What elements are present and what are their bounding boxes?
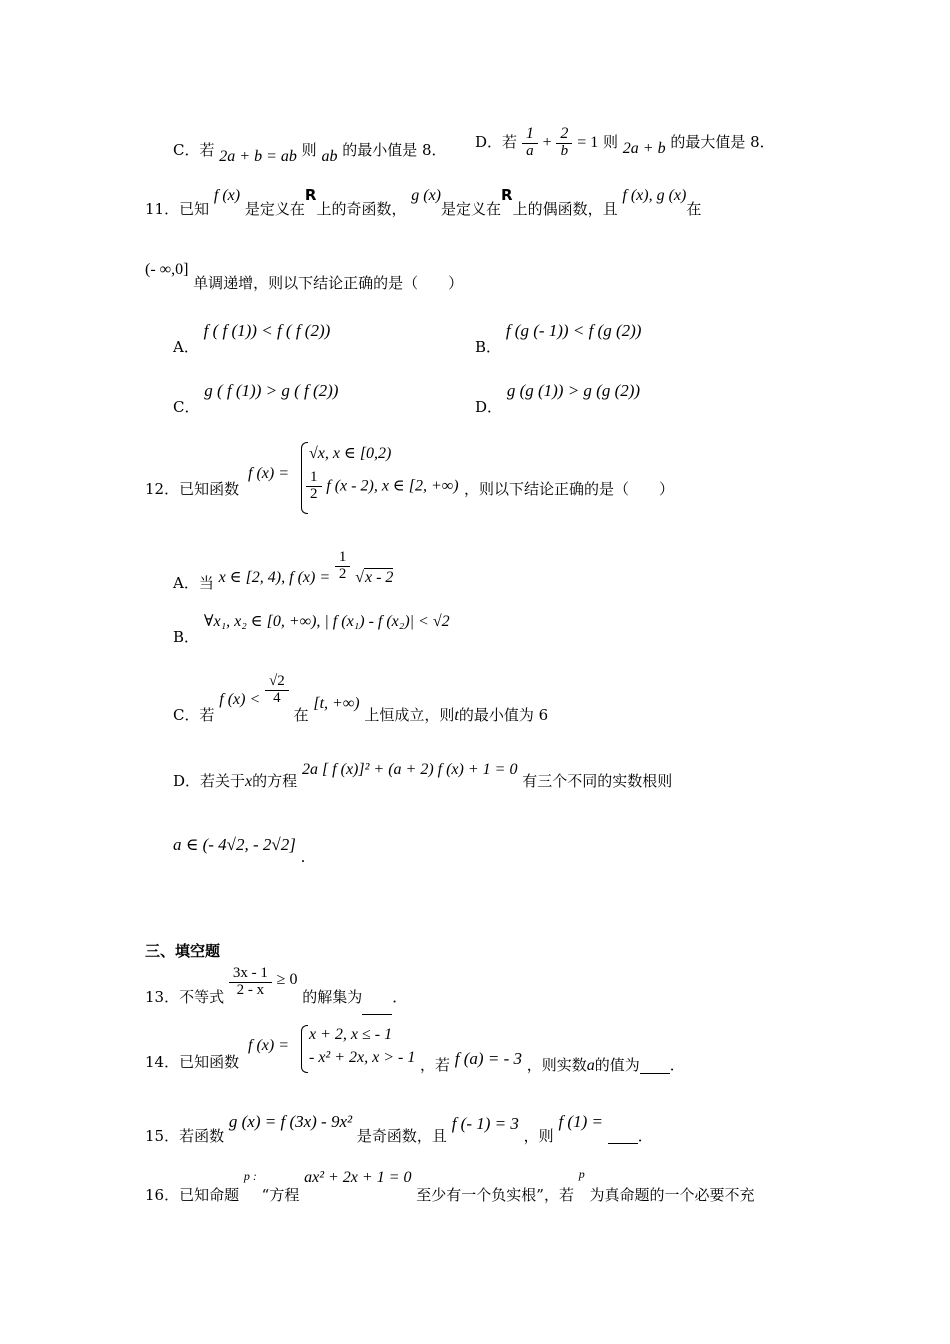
q15	[145, 1112, 653, 1145]
q11-option-d	[475, 381, 641, 416]
text: 是定义在	[244, 200, 305, 218]
math-variable: t	[454, 707, 459, 725]
question-number: 13．不等式	[145, 988, 225, 1007]
text: 有三个不同的实数根则	[522, 772, 673, 790]
fraction: $\frac{3x - 1}{2 - x}$	[231, 966, 270, 999]
math-expression: ab	[321, 148, 338, 165]
text: 的最大值是 8．	[670, 132, 775, 151]
question-number: 15．若函数	[145, 1127, 225, 1145]
math-expression: x ∈ [2, 4), f (x) =	[218, 569, 331, 587]
q14-tail	[420, 1049, 685, 1074]
q14-case1: x + 2, x ≤ - 1	[309, 1026, 393, 1043]
text: 则	[603, 132, 619, 151]
math-symbol: R	[304, 186, 317, 204]
math-expression: f (x)	[213, 187, 241, 204]
question-number: 12．已知函数	[145, 480, 240, 498]
math-variable: x	[245, 773, 253, 790]
math-expression: f ( f (1)) < f ( f (2))	[203, 321, 331, 340]
q12-option-c	[173, 673, 549, 725]
q11-option-c	[173, 381, 339, 416]
text: 为真命题的一个必要不充	[589, 1186, 755, 1204]
q12-case1: √x, x ∈ [0,2)	[309, 445, 392, 462]
q11-option-b	[475, 321, 642, 356]
text: 则	[301, 141, 317, 159]
math-expression: g (x) = f (3x) - 9x²	[228, 1112, 353, 1131]
q13	[145, 965, 408, 1007]
text: 在	[686, 200, 702, 218]
math-expression: ax² + 2x + 1 = 0	[304, 1169, 412, 1186]
answer-blank[interactable]	[362, 1000, 392, 1015]
fraction: $\frac{2}{b}$	[558, 126, 570, 160]
text: 在	[293, 706, 309, 725]
option-label: B．	[475, 338, 502, 356]
text: 是奇函数，且	[356, 1127, 447, 1145]
math-expression: [t, +∞)	[313, 695, 360, 713]
math-expression: f (x), g (x)	[622, 187, 687, 204]
text: ，则	[523, 1127, 554, 1145]
piecewise-brace	[301, 1025, 308, 1073]
math-expression: 2a + b = ab	[219, 148, 297, 165]
text: ，若	[420, 1056, 451, 1074]
math-symbol: R	[501, 186, 513, 204]
math-expression: 2a + b	[622, 139, 666, 157]
text: ．	[392, 988, 408, 1007]
math-expression: = 1	[577, 133, 599, 151]
text: 的最小值是 8．	[342, 141, 447, 159]
text: 的最小值为 6	[458, 706, 549, 725]
math-expression: f (1) =	[558, 1112, 603, 1131]
fraction: $\frac{√2}{4}$	[267, 674, 287, 707]
text: 的解集为	[302, 988, 363, 1007]
square-root: √x - 2	[355, 569, 394, 587]
text: ，则实数	[526, 1056, 587, 1074]
text: 至少有一个负实根”，若	[416, 1186, 574, 1204]
math-expression: f (- 1) = 3	[451, 1114, 519, 1133]
q10-option-c	[173, 141, 447, 165]
math-expression: f (x - 2), x ∈ [2, +∞)	[326, 477, 459, 495]
math-expression: g (x)	[411, 187, 441, 204]
fraction: $\frac{1}{a}$	[524, 126, 536, 160]
q11-stem-line2	[145, 261, 464, 292]
option-label: D．若关于	[173, 772, 246, 790]
text: ．	[637, 1127, 653, 1145]
q12-number	[145, 482, 239, 497]
text: ．	[669, 1056, 685, 1074]
option-label: A．当	[173, 574, 214, 593]
option-label: C．若	[173, 706, 215, 725]
fraction: $\frac{1}{2}$	[308, 470, 320, 503]
math-expression: g (g (1)) > g (g (2))	[506, 381, 641, 400]
math-expression: (- ∞,0]	[145, 261, 189, 278]
q12-option-d-range	[173, 835, 306, 866]
option-label: C．	[173, 398, 200, 416]
q11-option-a	[173, 321, 331, 356]
text: .	[300, 848, 306, 866]
q16	[145, 1167, 755, 1204]
answer-blank[interactable]	[608, 1129, 638, 1144]
text: 的方程	[252, 772, 298, 790]
q12-option-d	[173, 761, 673, 790]
text: 上恒成立，则	[364, 706, 455, 725]
math-expression: f (x) <	[219, 691, 261, 709]
option-label: A．	[173, 338, 199, 356]
math-expression: f (a) = - 3	[454, 1049, 522, 1068]
q14-case2: - x² + 2x, x > - 1	[309, 1049, 416, 1066]
question-number: 11．已知	[145, 200, 210, 218]
math-expression: f (x) =	[248, 465, 289, 482]
q12-case2	[306, 470, 459, 503]
question-number: 16．已知命题	[145, 1186, 240, 1204]
section-title: 三、填空题	[145, 942, 221, 960]
q14-number: 14．已知函数	[145, 1053, 240, 1071]
math-expression: a ∈ (- 4√2, - 2√2]	[173, 835, 296, 854]
fraction: $\frac{1}{2}$	[337, 550, 349, 583]
option-label: D．	[475, 398, 503, 416]
option-label: B．	[173, 628, 200, 646]
math-expression: 2a [ f (x)]² + (a + 2) f (x) + 1 = 0	[301, 761, 518, 778]
answer-blank[interactable]	[640, 1059, 670, 1074]
option-label: D．若	[475, 132, 518, 151]
math-variable: p	[578, 1167, 585, 1181]
math-expression: f (g (- 1)) < f (g (2))	[505, 321, 642, 340]
math-expression: ≥ 0	[276, 971, 298, 989]
text: 上的奇函数，	[316, 200, 407, 218]
text: 单调递增，则以下结论正确的是（ ）	[193, 274, 464, 292]
q12-option-a	[173, 549, 394, 593]
text: 上的偶函数，且	[512, 200, 618, 218]
q10-option-d: D．若 $\frac{1}{a}$ + $\frac{2}{b}$ = 1 则 2a + b 的最大值是 8．	[475, 125, 775, 159]
text: 是定义在	[441, 200, 502, 218]
q11-stem	[145, 186, 702, 218]
option-label: C．若	[173, 141, 215, 159]
q12-tail: ，则以下结论正确的是（ ）	[464, 480, 675, 498]
math-expression: g ( f (1)) > g ( f (2))	[204, 381, 339, 400]
text: “方程	[261, 1186, 300, 1204]
q12-option-b	[173, 613, 450, 646]
math-variable: p :	[243, 1169, 257, 1183]
text: 的值为	[594, 1056, 640, 1074]
math-expression: ∀x₁, x₂ ∈ [0, +∞), | f (x₁) - f (x₂)| < √2	[203, 613, 450, 630]
math-variable: a	[586, 1057, 595, 1074]
math-expression: f (x) =	[248, 1037, 289, 1054]
